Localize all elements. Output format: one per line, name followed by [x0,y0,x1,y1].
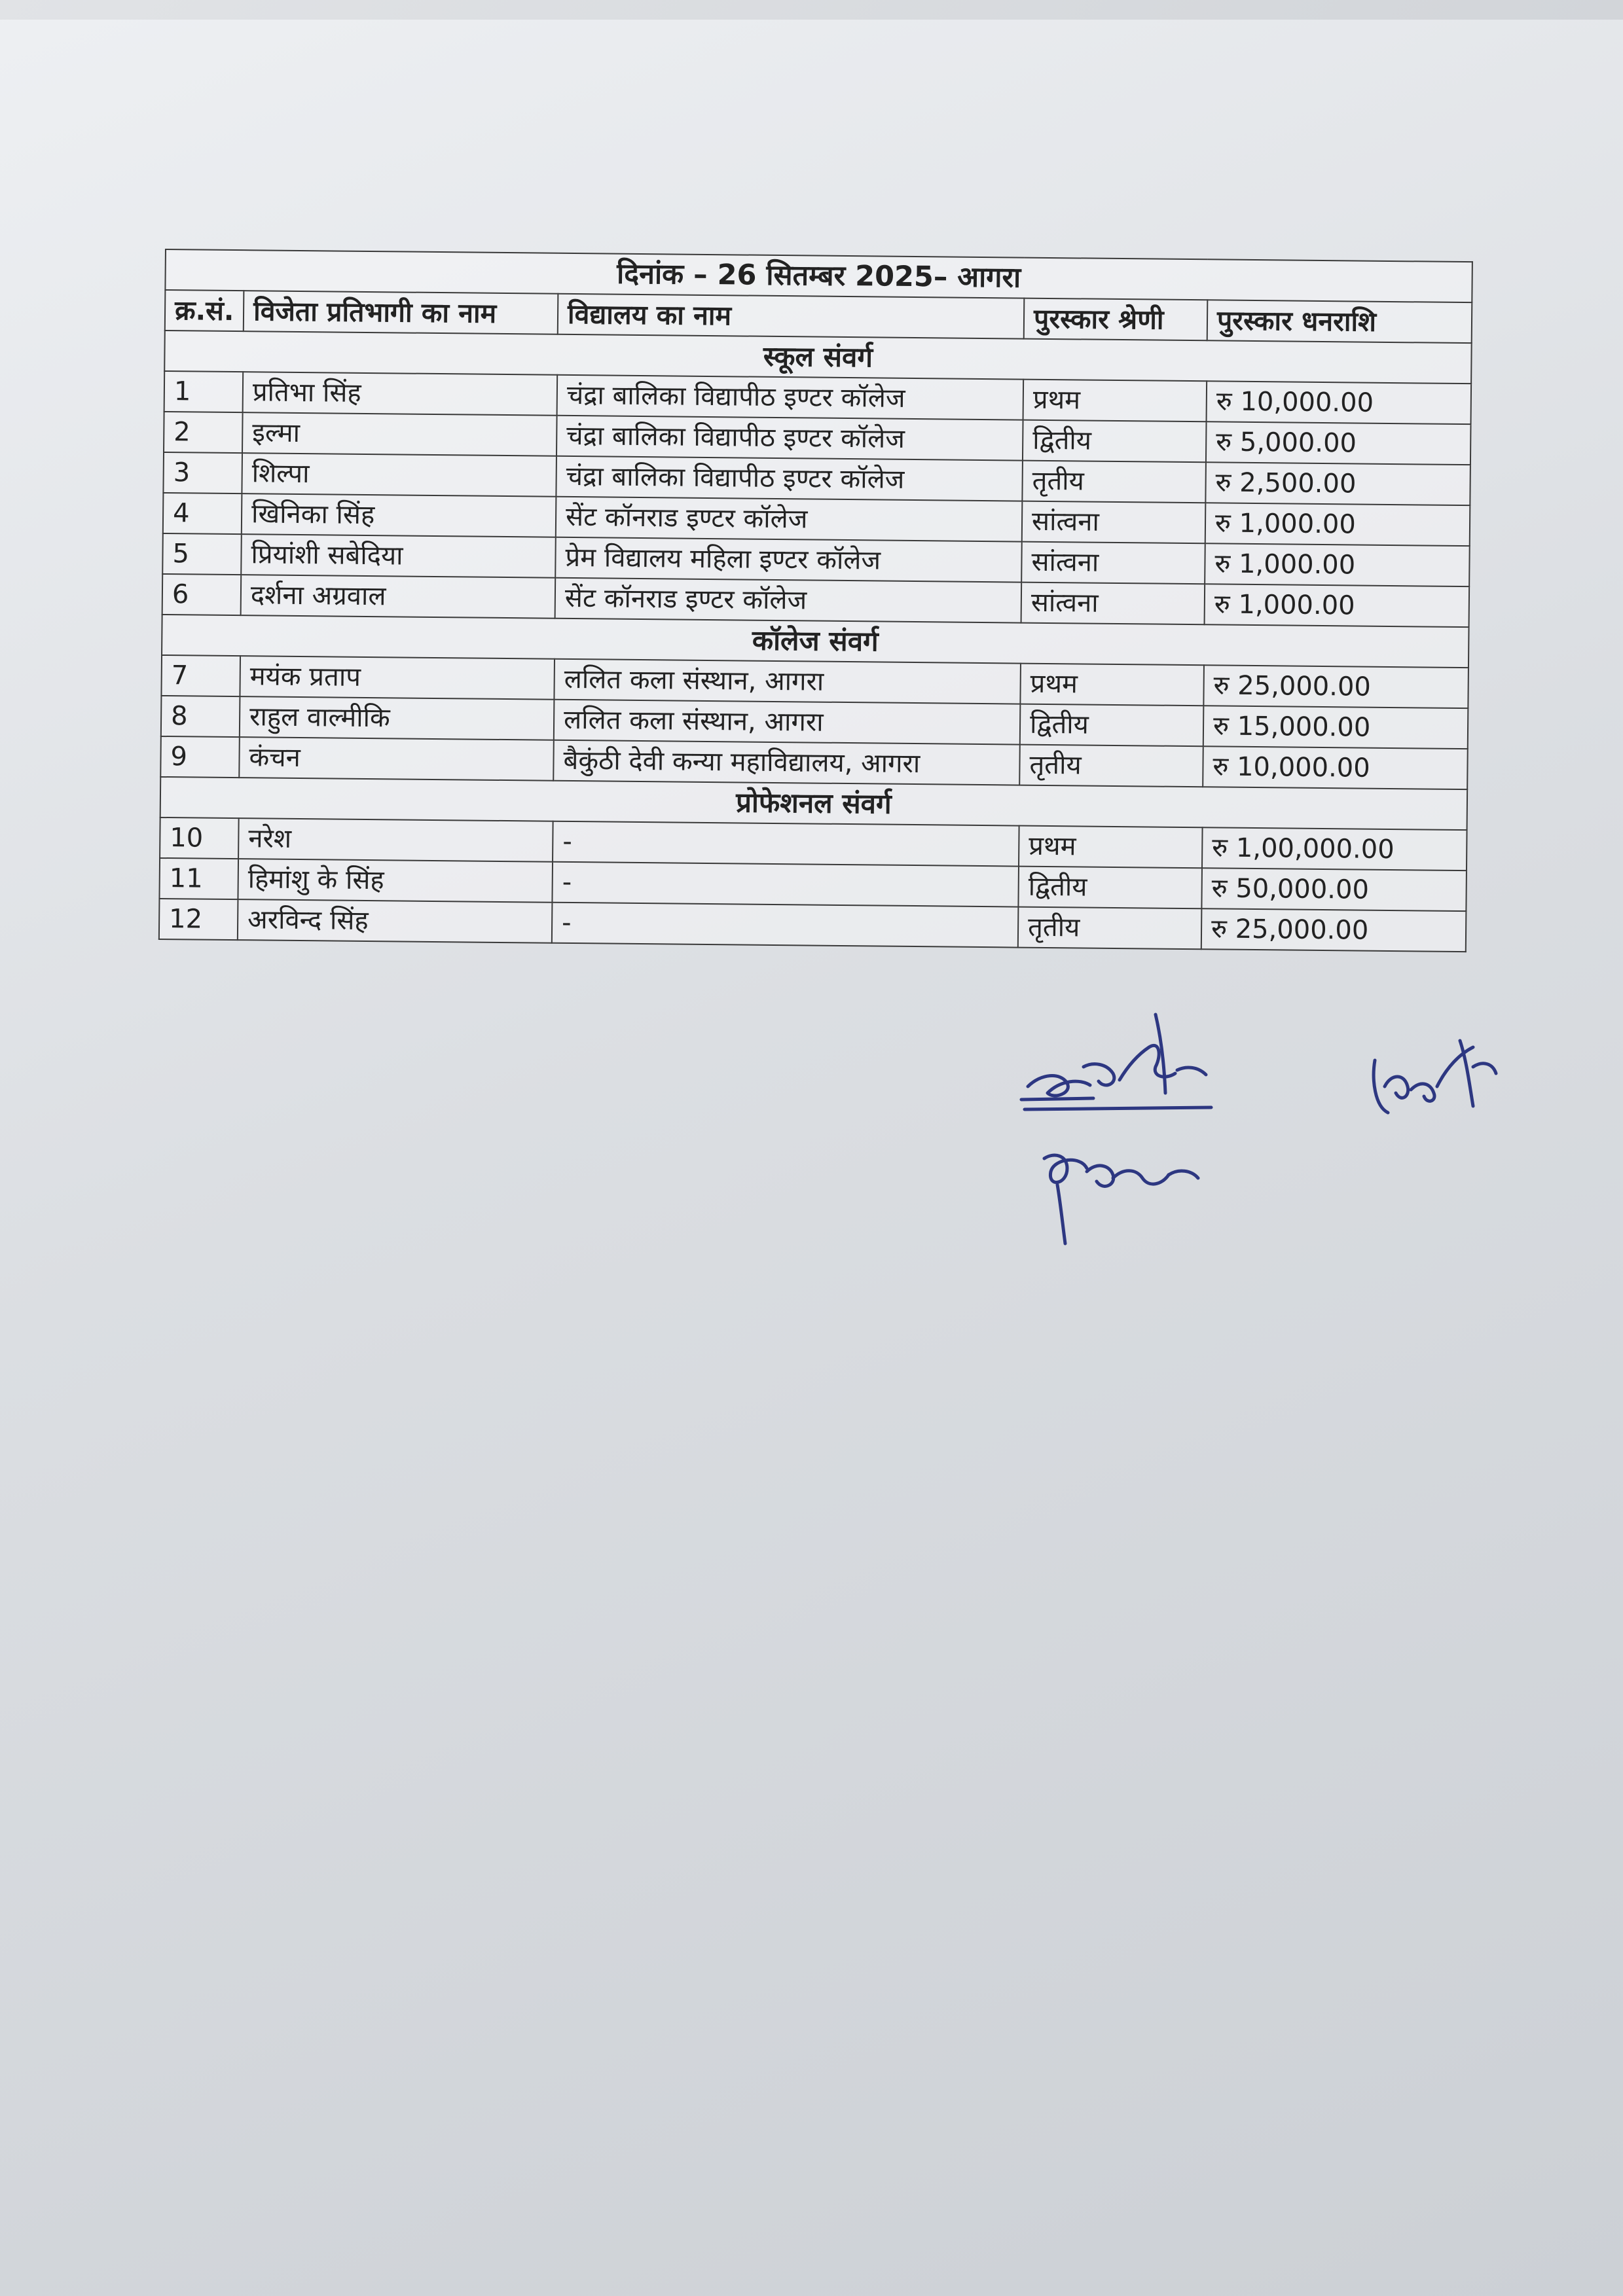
cell-category: सांत्वना [1021,542,1205,584]
cell-category: तृतीय [1022,461,1206,503]
cell-category: द्वितीय [1020,704,1204,747]
awards-table-wrapper [158,249,1472,952]
cell-amount: रु 2,500.00 [1205,462,1470,505]
cell-sn: 6 [162,574,242,615]
cell-amount: रु 25,000.00 [1203,665,1468,708]
cell-sn: 3 [163,452,242,493]
cell-category: द्वितीय [1023,420,1207,463]
section-title: स्कूल संवर्ग [164,331,1472,384]
cell-name: प्रियांशी सबेदिया [241,534,556,578]
cell-school: - [552,862,1019,907]
cell-amount: रु 15,000.00 [1203,706,1468,749]
cell-amount: रु 1,000.00 [1205,584,1470,627]
signature-1 [1015,1001,1250,1152]
cell-category: प्रथम [1023,380,1207,422]
column-header-name: विजेता प्रतिभागी का नाम [244,291,558,334]
cell-sn: 8 [161,696,240,737]
cell-amount: रु 1,000.00 [1205,543,1470,586]
cell-category: प्रथम [1019,826,1203,869]
cell-amount: रु 1,00,000.00 [1202,827,1467,870]
cell-name: दर्शना अग्रवाल [241,575,556,619]
column-header-school: विद्यालय का नाम [558,294,1025,339]
signature-3 [1362,1028,1506,1132]
cell-sn: 5 [162,533,242,575]
cell-school: सेंट कॉनराड इण्टर कॉलेज [556,497,1023,542]
cell-name: अरविन्द सिंह [238,899,553,943]
cell-name: इल्मा [242,412,557,456]
cell-name: शिल्पा [242,453,556,497]
cell-category: सांत्वना [1021,583,1205,625]
cell-amount: रु 50,000.00 [1201,868,1467,911]
cell-sn: 11 [159,858,238,899]
cell-sn: 4 [163,493,242,534]
cell-school: - [552,903,1019,948]
cell-amount: रु 5,000.00 [1206,422,1471,465]
document-title: दिनांक – 26 सितम्बर 2025– आगरा [165,249,1472,302]
column-header-amount: पुरस्कार धनराशि [1207,300,1472,343]
cell-school: ललित कला संस्थान, आगरा [554,659,1021,704]
cell-school: चंद्रा बालिका विद्यापीठ इण्टर कॉलेज [557,375,1024,420]
cell-school: प्रेम विद्यालय महिला इण्टर कॉलेज [555,537,1022,583]
cell-name: खिनिका सिंह [242,493,556,537]
cell-school: ललित कला संस्थान, आगरा [554,700,1021,745]
cell-school: बैकुंठी देवी कन्या महाविद्यालय, आगरा [553,740,1020,785]
document-page [0,20,1623,2296]
awards-table [158,249,1473,952]
column-header-category: पुरस्कार श्रेणी [1024,298,1208,341]
cell-amount: रु 25,000.00 [1201,908,1467,952]
cell-sn: 12 [159,899,238,940]
cell-category: तृतीय [1019,745,1203,787]
cell-amount: रु 10,000.00 [1203,746,1468,789]
cell-name: हिमांशु के सिंह [238,859,553,903]
cell-category: प्रथम [1020,664,1204,706]
section-title: कॉलेज संवर्ग [162,615,1469,668]
cell-category: तृतीय [1018,907,1202,950]
cell-name: कंचन [239,737,554,781]
cell-name: राहुल वाल्मीकि [240,696,555,740]
cell-sn: 10 [160,817,239,859]
cell-amount: रु 10,000.00 [1207,381,1472,424]
section-title: प्रोफेशनल संवर्ग [160,777,1468,830]
cell-sn: 1 [164,371,244,412]
cell-name: मयंक प्रताप [240,656,555,700]
cell-school: सेंट कॉनराड इण्टर कॉलेज [555,578,1022,623]
cell-name: प्रतिभा सिंह [243,372,558,416]
cell-sn: 2 [164,412,243,453]
cell-category: सांत्वना [1022,501,1206,544]
cell-school: चंद्रा बालिका विद्यापीठ इण्टर कॉलेज [556,416,1023,461]
cell-amount: रु 1,000.00 [1205,503,1470,546]
cell-sn: 9 [160,736,240,778]
column-header-sn: क्र.सं. [165,290,244,331]
cell-school: चंद्रा बालिका विद्यापीठ इण्टर कॉलेज [556,456,1023,501]
cell-school: - [553,821,1019,867]
signature-2 [1031,1132,1228,1263]
cell-sn: 7 [161,655,240,696]
cell-category: द्वितीय [1018,867,1202,909]
cell-name: नरेश [238,818,553,862]
